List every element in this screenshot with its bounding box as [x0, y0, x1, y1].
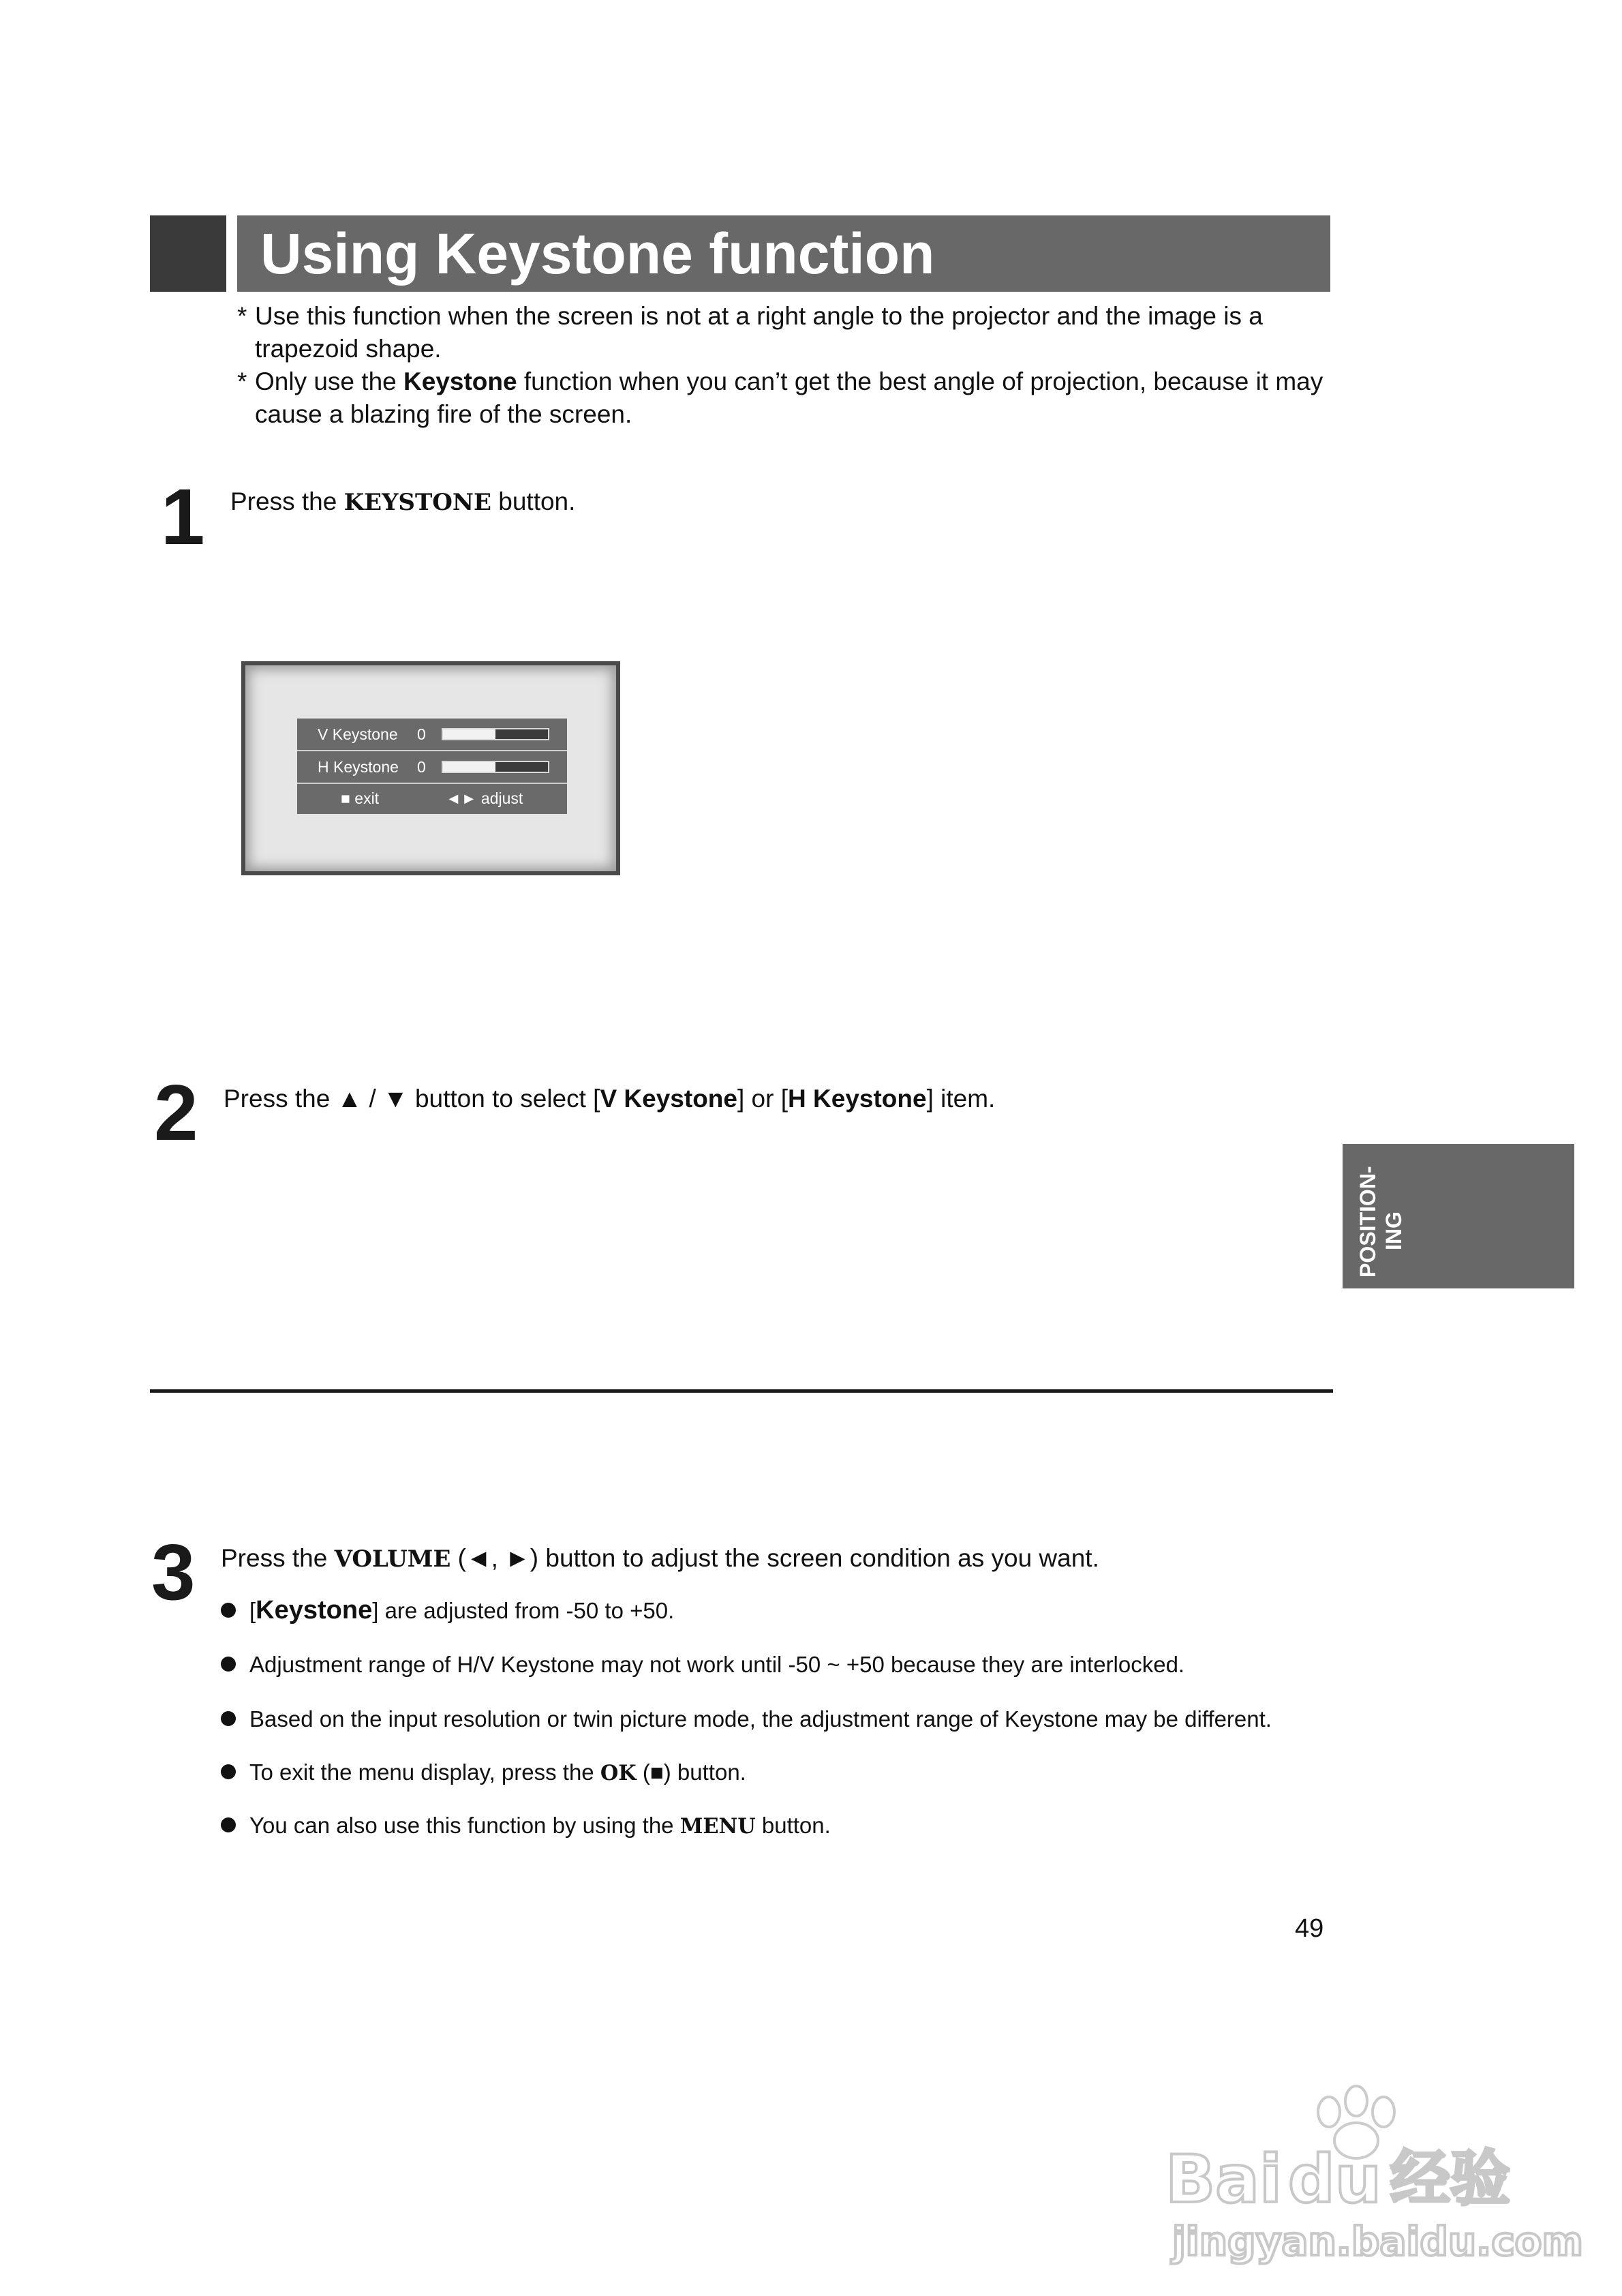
note-1-text: Use this function when the screen is not at a right angle to the projector and the image is a trapezoid shape.	[255, 302, 1263, 363]
note-1	[237, 300, 1334, 365]
osd-v-keystone-label: V Keystone	[318, 725, 398, 743]
osd-row-v-keystone	[297, 719, 567, 751]
bullet-1-text: ] are adjusted from -50 to +50.	[372, 1598, 675, 1623]
bullet-dot-icon	[221, 1764, 236, 1779]
step-2-number: 2	[154, 1068, 198, 1157]
bullet-dot-icon	[221, 1657, 236, 1672]
list-item	[221, 1595, 674, 1626]
step-1-post: button.	[491, 487, 576, 515]
note-asterisk: *	[237, 367, 247, 395]
osd-v-keystone-slider	[442, 728, 549, 740]
title-accent-block	[150, 215, 226, 292]
bullet-5-text-end: button.	[755, 1813, 831, 1838]
section-divider	[150, 1389, 1333, 1393]
step-2-post: ] item.	[926, 1085, 996, 1113]
step-2-mid2: ] or [	[737, 1085, 789, 1113]
step-1-pre: Press the	[230, 487, 344, 515]
bullet-3-text: Based on the input resolution or twin picture mode, the adjustment range of Keystone may be different.	[249, 1706, 1272, 1732]
keystone-osd-menu	[297, 719, 567, 814]
list-item	[221, 1811, 831, 1841]
menu-key-label: MENU	[679, 1814, 756, 1839]
section-side-tab	[1343, 1144, 1574, 1288]
osd-v-keystone-fill	[443, 729, 495, 739]
step-2-mid: button to select [	[408, 1085, 600, 1113]
osd-footer	[297, 784, 567, 814]
step-3-pre: Press the	[221, 1544, 335, 1572]
osd-v-keystone-value: 0	[417, 725, 426, 743]
bullet-dot-icon	[221, 1711, 236, 1726]
keystone-key-label: KEYSTONE	[343, 489, 491, 516]
osd-h-keystone-value: 0	[417, 758, 426, 776]
step-2-text	[224, 1083, 995, 1115]
bullet-dot-icon	[221, 1603, 236, 1618]
intro-notes	[237, 300, 1334, 431]
bullet-4-text: To exit the menu display, press the	[249, 1759, 600, 1785]
v-keystone-item: V Keystone	[600, 1085, 737, 1113]
step-3-post: button to adjust the screen condition as you want.	[538, 1544, 1099, 1572]
osd-exit-hint: ■ exit	[341, 789, 380, 807]
note-2-text: Only use the	[255, 367, 404, 395]
list-item	[221, 1650, 1184, 1680]
page-title: Using Keystone function	[237, 215, 1330, 292]
osd-row-h-keystone	[297, 751, 567, 784]
watermark-logo-jingyan: 经验	[1390, 2143, 1511, 2214]
bullet-4-text-end: (■) button.	[636, 1759, 746, 1785]
osd-adjust-hint: ◄► adjust	[446, 789, 523, 807]
bullet-2-text: Adjustment range of H/V Keystone may not work until -50 ~ +50 because they are interlocked.	[249, 1652, 1185, 1677]
up-down-arrows-icon: ▲ / ▼	[337, 1085, 408, 1113]
bullet-1-open: [	[249, 1598, 256, 1623]
list-item	[221, 1757, 746, 1788]
osd-h-keystone-slider	[442, 761, 549, 773]
left-right-arrows-icon: (◄, ►)	[450, 1544, 539, 1572]
bullet-5-text: You can also use this function by using the	[249, 1813, 680, 1838]
bullet-dot-icon	[221, 1817, 236, 1832]
ok-key-label: OK	[600, 1761, 637, 1785]
bullet-1-bold: Keystone	[256, 1596, 373, 1625]
step-1-number: 1	[161, 472, 205, 561]
side-tab-label	[1355, 1155, 1407, 1278]
side-tab-line-2: ING	[1381, 1211, 1406, 1250]
osd-h-keystone-fill	[443, 762, 495, 772]
baidu-watermark	[1159, 2072, 1583, 2277]
step-2-pre: Press the	[224, 1085, 337, 1113]
step-1-text	[230, 485, 575, 519]
step-3-text	[221, 1542, 1099, 1575]
watermark-logo-du: du	[1288, 2141, 1382, 2218]
step-3-number: 3	[151, 1528, 196, 1616]
watermark-logo-bai: Bai	[1165, 2141, 1282, 2218]
watermark-url: jingyan.baidu.com	[1172, 2218, 1583, 2265]
note-asterisk: *	[237, 302, 247, 330]
page-number: 49	[1295, 1914, 1324, 1943]
h-keystone-item: H Keystone	[788, 1085, 927, 1113]
osd-h-keystone-label: H Keystone	[318, 758, 399, 776]
note-2	[237, 365, 1334, 431]
keystone-osd-illustration	[241, 661, 620, 875]
note-2-bold: Keystone	[403, 367, 517, 395]
side-tab-line-1: POSITION-	[1356, 1166, 1380, 1278]
note-2-text-end: function when you can’t get the best angle of projection, because it may cause a blazing fire of the screen.	[255, 367, 1323, 428]
volume-key-label: VOLUME	[334, 1545, 451, 1573]
list-item	[221, 1704, 1272, 1734]
